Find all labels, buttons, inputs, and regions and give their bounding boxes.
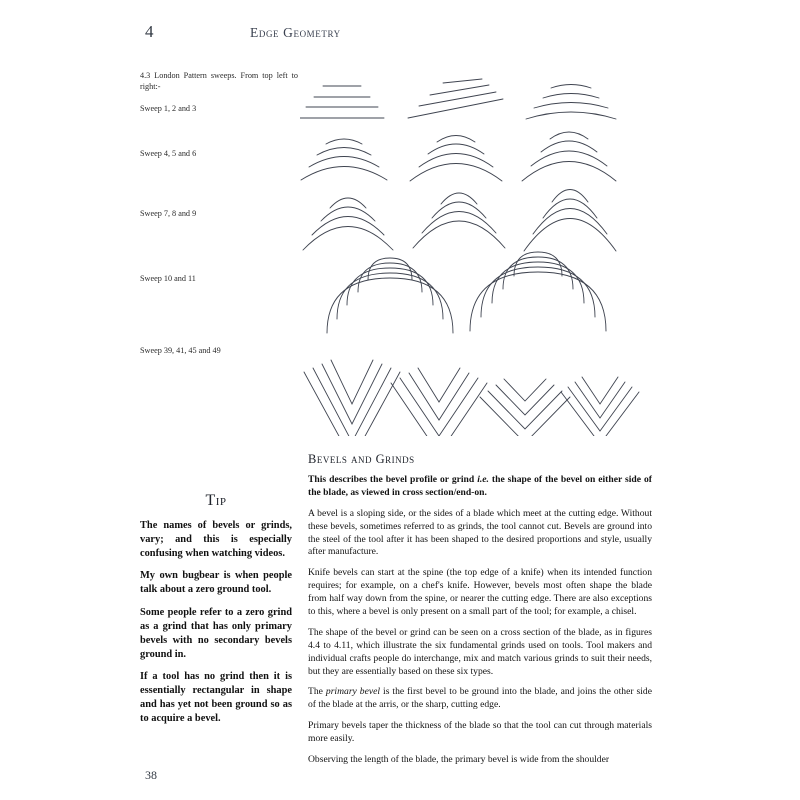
body-paragraph-2: A bevel is a sloping side, or the sides of a blade which meet at the cutting edge. Without these bevels, sometimes referred to as grinds, the tool cannot cut. Bevels are ground into the steel of the tool after it has been shaped to the desired proportions and style, usually after manufacture. bbox=[308, 507, 652, 558]
figure-caption-row-1: Sweep 1, 2 and 3 bbox=[140, 104, 197, 113]
body-paragraph-1: This describes the bevel profile or grind i.e. the shape of the bevel on either side of the blade, as viewed in cross section/end-on. bbox=[308, 474, 653, 498]
body-paragraph-7: Observing the length of the blade, the primary bevel is wide from the shoulder bbox=[308, 754, 610, 766]
chapter-number: 4 bbox=[145, 22, 154, 41]
sweep-2-figure bbox=[408, 79, 503, 118]
body-paragraph-6: Primary bevels taper the thickness of the blade so that the tool can cut through materials more easily. bbox=[308, 720, 652, 745]
sweep-3-figure bbox=[526, 85, 616, 120]
figure-caption-row-5: Sweep 39, 41, 45 and 49 bbox=[140, 346, 221, 355]
running-head bbox=[145, 22, 655, 46]
sweep-6-figure bbox=[522, 132, 616, 181]
sweep-39-figure bbox=[304, 360, 400, 436]
sweep-7-figure bbox=[303, 198, 393, 250]
tip-paragraph-4: If a tool has no grind then it is essentially rectangular in shape and has yet not been ground so as to acquire a bevel. bbox=[140, 671, 292, 724]
section-heading: Bevels and Grinds bbox=[308, 452, 415, 466]
figure-caption-row-2: Sweep 4, 5 and 6 bbox=[140, 149, 197, 158]
sweep-45-figure bbox=[480, 379, 570, 436]
body-paragraph-3: Knife bevels can start at the spine (the top edge of a knife) when its intended function requires; for example, on a chef's knife. However, bevels most often shape the blade from half way down from the spine, or nearer the cutting edge. There are also exceptions to this, where a bevel is only present on a small part of the tool; for example, a chisel. bbox=[308, 567, 652, 618]
body-column bbox=[308, 452, 652, 767]
sweep-8-figure bbox=[413, 193, 505, 248]
tip-paragraph-2: My own bugbear is when people talk about a zero ground tool. bbox=[140, 570, 292, 596]
body-paragraph-4: The shape of the bevel or grind can be seen on a cross section of the blade, as in figures 4.4 to 4.11, which illustrate the six fundamental grinds used on tools. Tool makers and individual crafts people do interchange, mix and match various grinds to suit their needs, but they are essentially based on these six types. bbox=[308, 626, 652, 677]
page-number: 38 bbox=[145, 768, 157, 782]
tip-paragraph-3: Some people refer to a zero grind as a grind that has only primary bevels with no secondary bevels ground in. bbox=[140, 607, 292, 660]
tip-paragraph-1: The names of bevels or grinds, vary; and this is especially confusing when watching videos. bbox=[140, 520, 292, 559]
running-head-title: Edge Geometry bbox=[250, 25, 341, 40]
tip-title: Tip bbox=[205, 492, 227, 509]
sweep-profile-illustrations bbox=[300, 76, 650, 436]
sweep-41-figure bbox=[391, 368, 487, 436]
sweep-1-figure bbox=[300, 86, 384, 118]
sweep-49-figure bbox=[561, 377, 639, 436]
figure-caption-row-4: Sweep 10 and 11 bbox=[140, 274, 196, 283]
tip-box bbox=[140, 492, 292, 726]
sweep-diagram-svg bbox=[300, 76, 650, 436]
sweep-5-figure bbox=[410, 136, 502, 182]
sweep-11-figure bbox=[470, 252, 606, 331]
sweep-10-figure bbox=[327, 258, 453, 333]
figure-caption-row-3: Sweep 7, 8 and 9 bbox=[140, 209, 197, 218]
body-paragraph-5: The primary bevel is the first bevel to be ground into the blade, and joins the other side of the blade at the arris, or the sharp, cutting edge. bbox=[308, 686, 652, 711]
sweep-9-figure bbox=[524, 190, 616, 252]
sweep-4-figure bbox=[301, 139, 387, 180]
figure-caption-lead: 4.3 London Pattern sweeps. From top left to right:- bbox=[140, 71, 298, 92]
